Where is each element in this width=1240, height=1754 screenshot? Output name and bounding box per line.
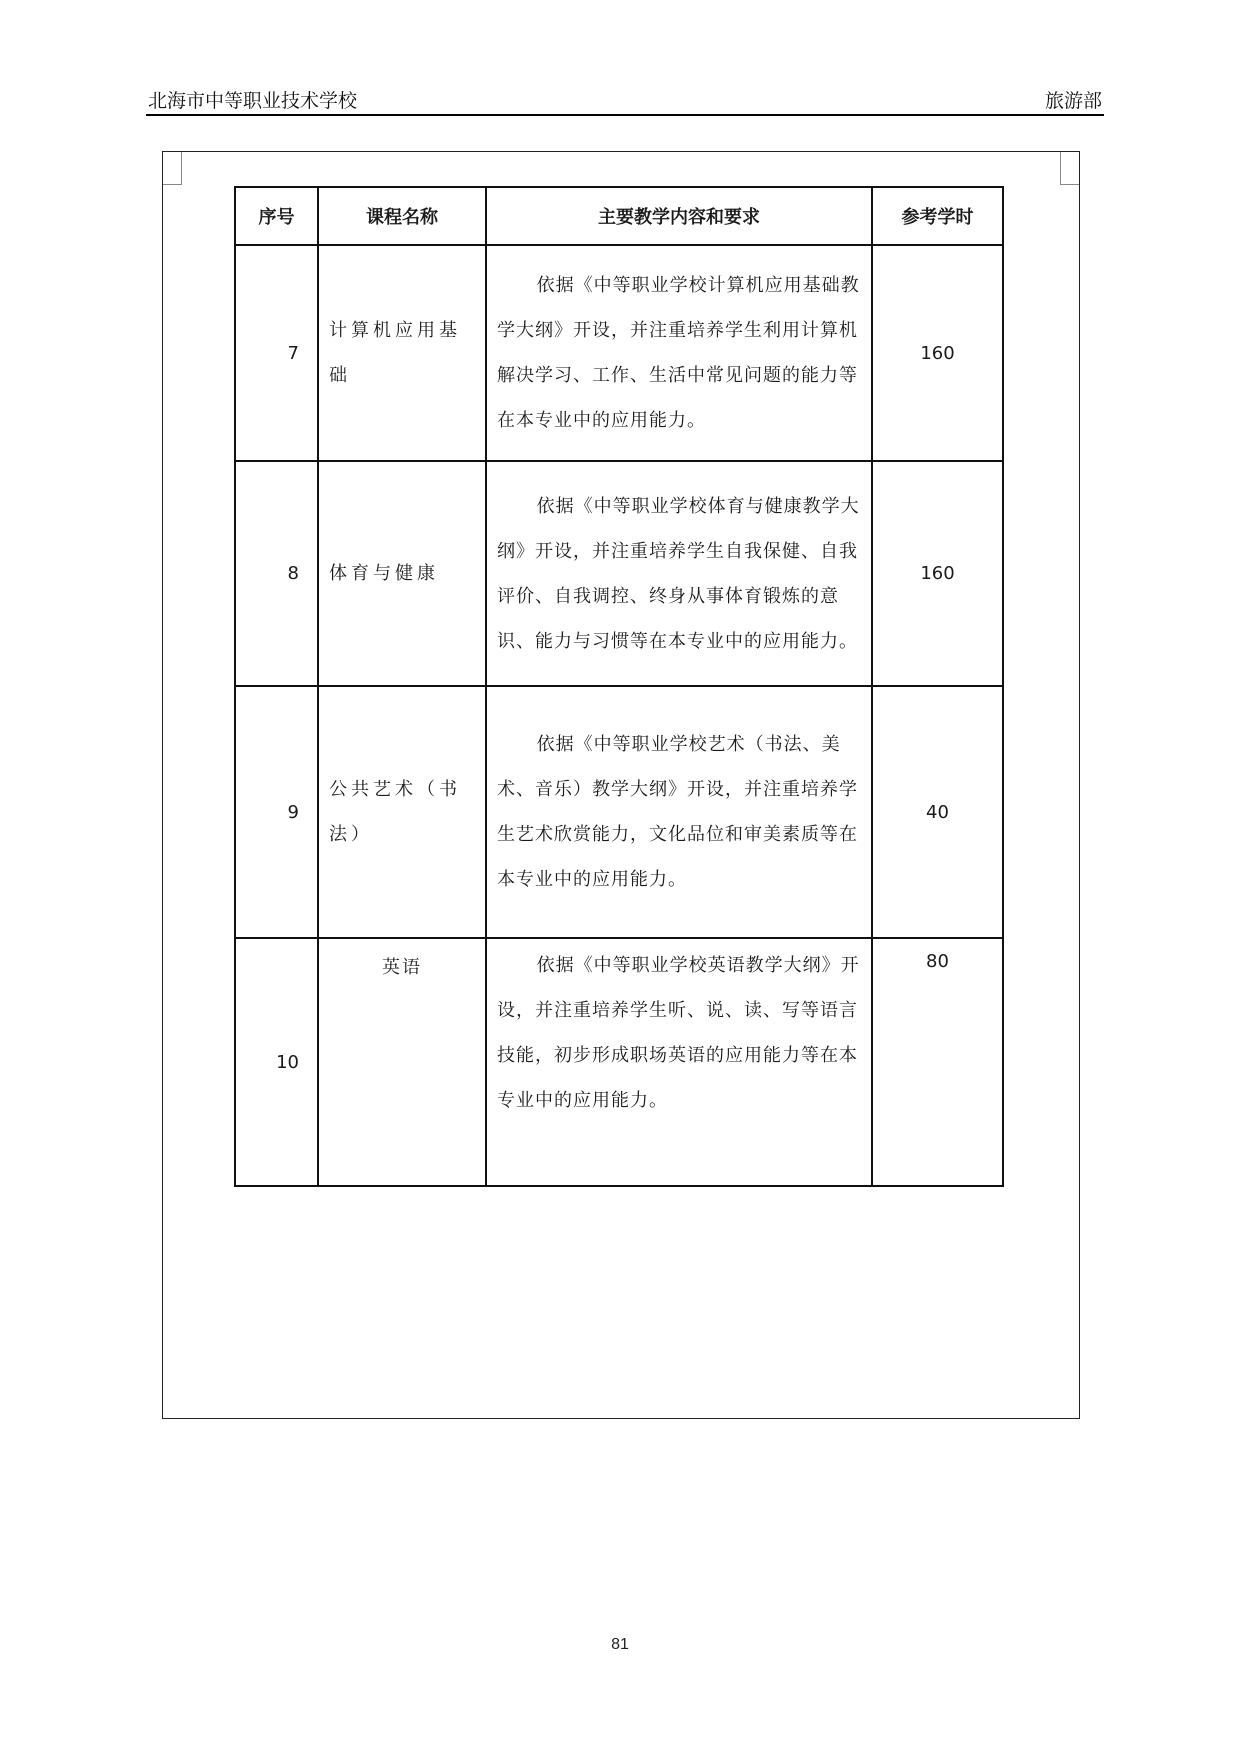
- crop-mark-top-left: [163, 152, 182, 185]
- cell-course-name: 体育与健康: [318, 461, 486, 686]
- table-header-row: [235, 187, 1003, 245]
- cell-course-name: 计算机应用基础: [318, 245, 486, 461]
- page-header: [146, 86, 1104, 116]
- cell-hours: 160: [872, 245, 1003, 461]
- table-row: [235, 686, 1003, 938]
- cell-number: 8: [235, 461, 318, 686]
- page-number: 81: [611, 1636, 629, 1653]
- cell-hours: 80: [872, 938, 1003, 1186]
- cell-course-name: 公共艺术（书法）: [318, 686, 486, 938]
- cell-number: 10: [235, 938, 318, 1186]
- cell-hours: 160: [872, 461, 1003, 686]
- table-row: [235, 461, 1003, 686]
- cell-hours: 40: [872, 686, 1003, 938]
- course-table: [234, 186, 1004, 1187]
- table-row: [235, 245, 1003, 461]
- cell-content: 依据《中等职业学校计算机应用基础教学大纲》开设，并注重培养学生利用计算机解决学习、工作、生活中常见问题的能力等在本专业中的应用能力。: [486, 245, 872, 461]
- header-department: 旅游部: [1044, 90, 1102, 112]
- header-cell-course-name: 课程名称: [318, 187, 486, 245]
- cell-number: 7: [235, 245, 318, 461]
- cell-content: 依据《中等职业学校英语教学大纲》开设，并注重培养学生听、说、读、写等语言技能，初步形成职场英语的应用能力等在本专业中的应用能力。: [486, 938, 872, 1186]
- cell-number: 9: [235, 686, 318, 938]
- table-row: [235, 938, 1003, 1186]
- cell-content: 依据《中等职业学校体育与健康教学大纲》开设，并注重培养学生自我保健、自我评价、自我调控、终身从事体育锻炼的意识、能力与习惯等在本专业中的应用能力。: [486, 461, 872, 686]
- header-school-name: 北海市中等职业技术学校: [148, 90, 358, 112]
- crop-mark-top-right: [1060, 152, 1079, 185]
- cell-content: 依据《中等职业学校艺术（书法、美术、音乐）教学大纲》开设，并注重培养学生艺术欣赏能力，文化品位和审美素质等在本专业中的应用能力。: [486, 686, 872, 938]
- header-cell-content: 主要教学内容和要求: [486, 187, 872, 245]
- header-cell-number: 序号: [235, 187, 318, 245]
- header-cell-hours: 参考学时: [872, 187, 1003, 245]
- cell-course-name: 英语: [318, 938, 486, 1186]
